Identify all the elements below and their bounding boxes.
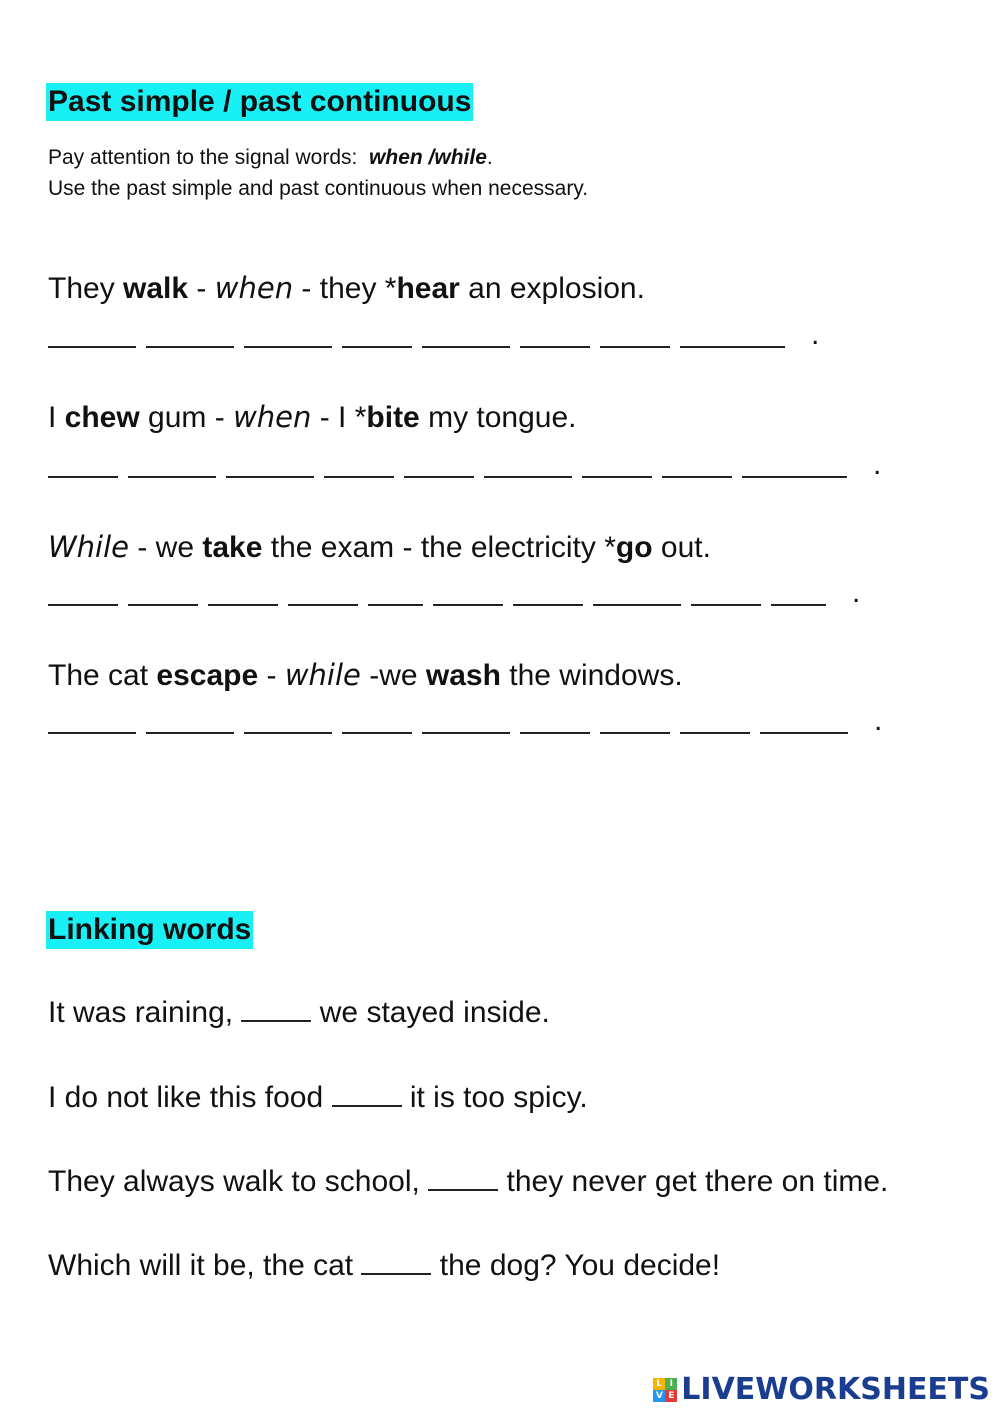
- answer-blank[interactable]: [520, 346, 590, 348]
- answer-blank[interactable]: [422, 346, 510, 348]
- answer-blank[interactable]: [600, 732, 670, 734]
- answer-blank[interactable]: [691, 604, 761, 606]
- sentence-text: - they *: [293, 272, 397, 305]
- linking-sentence: [48, 1248, 720, 1284]
- answer-blank[interactable]: [244, 732, 332, 734]
- answer-blank[interactable]: [600, 346, 670, 348]
- answer-blank[interactable]: [662, 476, 732, 478]
- verb-word: go: [615, 531, 653, 564]
- linking-word-blank[interactable]: [428, 1167, 498, 1191]
- signal-word: when: [214, 271, 294, 305]
- sentence-text: the windows.: [500, 659, 683, 692]
- answer-row: [48, 450, 881, 486]
- answer-blank[interactable]: [342, 732, 412, 734]
- signal-word: while: [284, 658, 361, 692]
- sentence-prompt: [48, 270, 645, 307]
- sentence-text: the dog? You decide!: [431, 1249, 721, 1282]
- linking-sentence: [48, 1164, 888, 1200]
- answer-blank[interactable]: [368, 604, 423, 606]
- section-heading-linking-words: Linking words: [46, 911, 253, 949]
- sentence-text: I do not like this food: [48, 1081, 332, 1114]
- answer-blank[interactable]: [146, 346, 234, 348]
- answer-blank[interactable]: [742, 476, 847, 478]
- answer-blank[interactable]: [404, 476, 474, 478]
- sentence-text: they never get there on time.: [498, 1165, 889, 1198]
- verb-word: walk: [123, 272, 189, 305]
- sentence-text: the exam - the electricity *: [262, 531, 616, 564]
- answer-blank[interactable]: [342, 346, 412, 348]
- sentence-text: gum -: [139, 401, 234, 434]
- sentence-text: it is too spicy.: [401, 1081, 588, 1114]
- end-period: .: [852, 576, 861, 609]
- sentence-text: -we: [360, 659, 426, 692]
- sentence-text: my tongue.: [419, 401, 577, 434]
- sentence-prompt: [48, 657, 683, 694]
- linking-word-blank[interactable]: [332, 1083, 402, 1107]
- answer-blank[interactable]: [760, 732, 848, 734]
- answer-row: [48, 706, 882, 742]
- end-period: .: [873, 448, 882, 481]
- answer-blank[interactable]: [513, 604, 583, 606]
- logo-mark-letter: E: [665, 1390, 677, 1402]
- liveworksheets-logo-icon: [653, 1378, 677, 1402]
- liveworksheets-logo: [653, 1372, 990, 1407]
- logo-text: LIVEWORKSHEETS: [681, 1372, 990, 1407]
- verb-word: chew: [64, 401, 140, 434]
- answer-blank[interactable]: [680, 732, 750, 734]
- sentence-text: Which will it be, the cat: [48, 1249, 362, 1282]
- sentence-text: out.: [652, 531, 711, 564]
- answer-blank[interactable]: [593, 604, 681, 606]
- instruction-line-1: Pay attention to the signal words: when /while.: [48, 146, 493, 169]
- sentence-text: -: [188, 272, 215, 305]
- sentence-text: They: [48, 272, 124, 305]
- linking-sentence: [48, 995, 550, 1031]
- section-heading-past-tenses: Past simple / past continuous: [46, 83, 473, 121]
- sentence-text: I: [48, 401, 65, 434]
- answer-blank[interactable]: [226, 476, 314, 478]
- sentence-text: -: [258, 659, 285, 692]
- answer-blank[interactable]: [48, 346, 136, 348]
- answer-row: [48, 578, 860, 614]
- logo-mark-letter: V: [653, 1390, 665, 1402]
- answer-blank[interactable]: [422, 732, 510, 734]
- sentence-text: an explosion.: [459, 272, 645, 305]
- linking-sentence: [48, 1080, 588, 1116]
- instruction-line-2: Use the past simple and past continuous when necessary.: [48, 177, 589, 200]
- sentence-text: They always walk to school,: [48, 1165, 429, 1198]
- instructions: [48, 142, 588, 204]
- answer-blank[interactable]: [484, 476, 572, 478]
- end-period: .: [874, 704, 883, 737]
- answer-blank[interactable]: [128, 476, 216, 478]
- sentence-text: It was raining,: [48, 996, 242, 1029]
- answer-blank[interactable]: [48, 604, 118, 606]
- logo-mark-letter: I: [665, 1378, 677, 1390]
- verb-word: bite: [366, 401, 420, 434]
- answer-blank[interactable]: [582, 476, 652, 478]
- verb-word: escape: [156, 659, 259, 692]
- answer-row: [48, 320, 819, 356]
- logo-mark-letter: L: [653, 1378, 665, 1390]
- answer-blank[interactable]: [771, 604, 826, 606]
- linking-word-blank[interactable]: [241, 998, 311, 1022]
- sentence-text: - we: [129, 531, 203, 564]
- verb-word: hear: [396, 272, 460, 305]
- signal-word: when: [233, 400, 312, 434]
- verb-word: wash: [425, 659, 501, 692]
- sentence-text: The cat: [48, 659, 157, 692]
- sentence-prompt: [48, 529, 711, 566]
- answer-blank[interactable]: [128, 604, 198, 606]
- answer-blank[interactable]: [146, 732, 234, 734]
- answer-blank[interactable]: [288, 604, 358, 606]
- answer-blank[interactable]: [48, 476, 118, 478]
- signal-words: when /while: [369, 146, 487, 169]
- answer-blank[interactable]: [680, 346, 785, 348]
- signal-word: While: [48, 530, 130, 564]
- linking-word-blank[interactable]: [361, 1251, 431, 1275]
- answer-blank[interactable]: [324, 476, 394, 478]
- verb-word: take: [202, 531, 263, 564]
- end-period: .: [811, 318, 820, 351]
- sentence-text: we stayed inside.: [311, 996, 550, 1029]
- answer-blank[interactable]: [520, 732, 590, 734]
- sentence-text: - I *: [311, 401, 367, 434]
- answer-blank[interactable]: [208, 604, 278, 606]
- answer-blank[interactable]: [48, 732, 136, 734]
- answer-blank[interactable]: [433, 604, 503, 606]
- sentence-prompt: [48, 399, 577, 436]
- answer-blank[interactable]: [244, 346, 332, 348]
